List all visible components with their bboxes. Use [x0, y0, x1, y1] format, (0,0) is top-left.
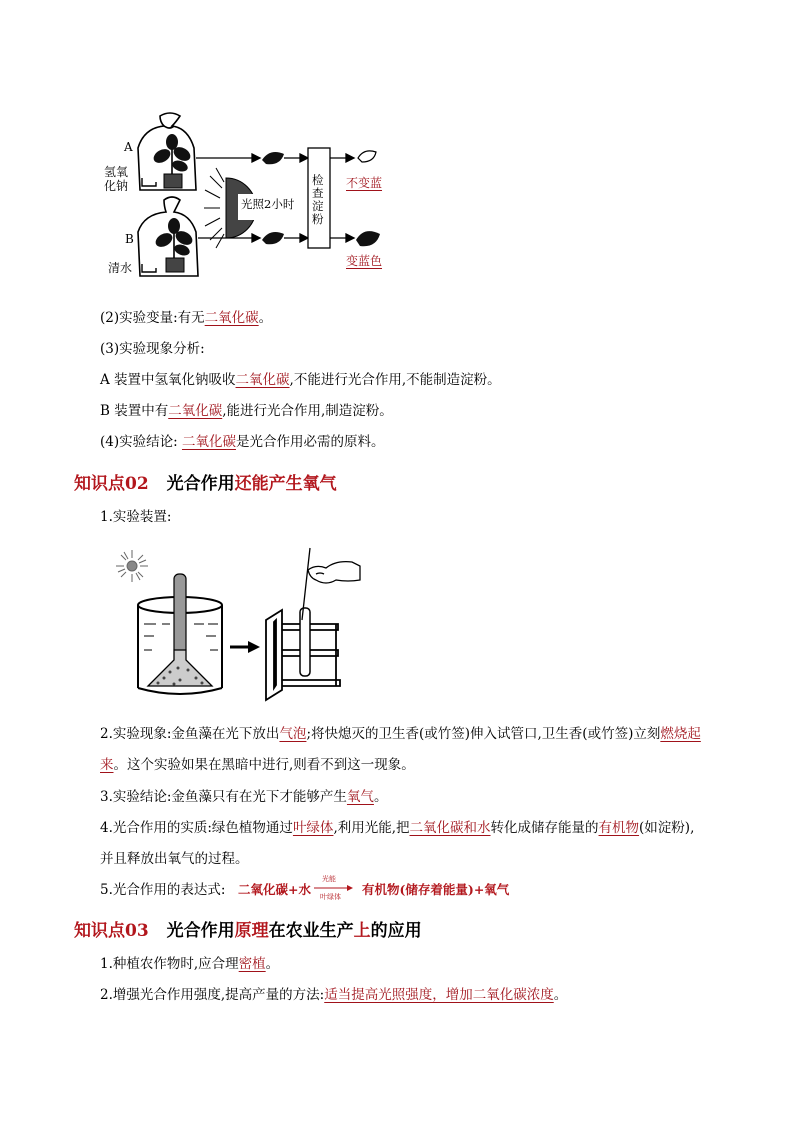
text: (2)实验变量:有无 [100, 310, 205, 326]
oxygen-experiment-diagram [104, 540, 364, 705]
item-conclusion [100, 787, 387, 807]
check-char: 查 [312, 186, 324, 200]
leaf-b [262, 232, 284, 244]
line-b-device [100, 401, 393, 421]
text: ,能进行光合作用,制造淀粉。 [222, 403, 393, 419]
text: 2.增强光合作用强度,提高产量的方法: [100, 987, 325, 1003]
naoh-line1: 氢氧 [104, 165, 129, 179]
answer: 氧气 [346, 789, 374, 805]
text: 是光合作用必需的原料。 [235, 434, 385, 450]
arrow-right [230, 641, 260, 653]
text: 2.实验现象:金鱼藻在光下放出 [100, 726, 280, 742]
text: ;将快熄灭的卫生香(或竹签)伸入试管口,卫生香(或竹签)立刻 [306, 726, 661, 742]
item-equation [100, 880, 225, 900]
equation-right: 有机物(储存着能量)+氧气 [362, 882, 510, 897]
answer: 来 [100, 757, 114, 773]
check-char: 粉 [312, 212, 324, 226]
text: ,利用光能,把 [333, 820, 410, 836]
answer: 二氧化碳 [204, 310, 259, 326]
figure-oxygen-experiment [104, 540, 364, 705]
text: B 装置中有 [100, 403, 169, 419]
equation-left: 二氧化碳+水 [238, 882, 311, 897]
section-number: 知识点03 [74, 921, 149, 941]
item-phenomenon-line1 [100, 724, 701, 744]
text: (如淀粉), [639, 820, 695, 836]
text: 。这个实验如果在黑暗中进行,则看不到这一现象。 [113, 757, 415, 773]
section-title-highlight: 原理 [234, 921, 269, 941]
text: (4)实验结论: [100, 434, 178, 450]
dish-a [142, 178, 156, 186]
section-title-highlight: 还能产生氧气 [234, 474, 337, 494]
text: 。 [258, 310, 273, 326]
item-dense-planting [100, 954, 279, 974]
answer: 有机物 [598, 820, 640, 836]
text: ,不能进行光合作用,不能制造淀粉。 [289, 372, 501, 388]
section-title: 光合作用 [166, 921, 235, 941]
funnel-waterweed [148, 650, 212, 686]
plant-b [153, 218, 195, 272]
answer: 气泡 [279, 726, 307, 742]
sun-icon [116, 550, 148, 582]
label-b: B [125, 232, 134, 246]
naoh-line2: 化钠 [104, 179, 129, 193]
section-number: 知识点02 [74, 474, 149, 494]
label-water: 清水 [108, 261, 133, 275]
item-increase-yield [100, 985, 567, 1005]
section-title: 光合作用 [166, 474, 235, 494]
equation-condition-top: 光能 [322, 875, 336, 883]
line-variable [100, 308, 272, 328]
label-naoh [104, 165, 128, 193]
text: 转化成储存能量的 [490, 820, 599, 836]
section-heading-03 [74, 916, 422, 941]
text: 。 [265, 956, 280, 972]
answer: 二氧化碳和水 [409, 820, 491, 836]
dish-b [142, 264, 156, 272]
label-check-starch [312, 174, 324, 226]
text: 5.光合作用的表达式: [100, 882, 226, 898]
label-a: A [124, 140, 133, 154]
hand-with-incense [302, 548, 360, 620]
item-phenomenon-line2 [100, 755, 415, 775]
equation-condition-bottom: 叶绿体 [320, 893, 341, 901]
answer: 二氧化碳 [168, 403, 223, 419]
answer: 二氧化碳 [181, 434, 236, 450]
check-char: 淀 [312, 199, 324, 213]
text: 。 [553, 987, 568, 1003]
text: A 装置中氢氧化钠吸收 [100, 372, 236, 388]
check-char: 检 [312, 173, 324, 187]
text: 3.实验结论:金鱼藻只有在光下才能够产生 [100, 789, 347, 805]
label-light: 光照2小时 [241, 197, 295, 211]
line-observation-title: (3)实验现象分析: [100, 341, 205, 357]
section-heading-02 [74, 469, 337, 494]
item-essence-line1 [100, 818, 694, 838]
answer: 适当提高光照强度，增加二氧化碳浓度 [324, 987, 554, 1003]
leaf-a [262, 152, 284, 164]
leaf-result-b [356, 231, 380, 246]
section-title-highlight: 上 [353, 921, 371, 941]
item-setup: 1.实验装置: [100, 509, 172, 525]
leaf-result-a [358, 151, 376, 162]
result-a: 不变蓝 [346, 176, 383, 190]
equation-arrow-icon [314, 884, 354, 892]
tube-in-rack [300, 608, 310, 676]
plant-a [151, 134, 193, 188]
figure-bag-experiment [98, 108, 398, 278]
answer: 叶绿体 [292, 820, 334, 836]
item-essence-line2: 并且释放出氧气的过程。 [100, 851, 249, 867]
equation [238, 874, 538, 904]
text: 。 [373, 789, 388, 805]
answer: 燃烧起 [660, 726, 701, 742]
test-tube [174, 574, 186, 654]
text: 4.光合作用的实质:绿色植物通过 [100, 820, 293, 836]
line-a-device [100, 370, 501, 390]
result-b: 变蓝色 [346, 254, 383, 268]
text: 1.种植农作物时,应合理 [100, 956, 239, 972]
answer: 二氧化碳 [235, 372, 290, 388]
section-title: 的应用 [370, 921, 422, 941]
answer: 密植 [238, 956, 266, 972]
section-title: 在农业生产 [268, 921, 354, 941]
line-conclusion [100, 432, 384, 452]
